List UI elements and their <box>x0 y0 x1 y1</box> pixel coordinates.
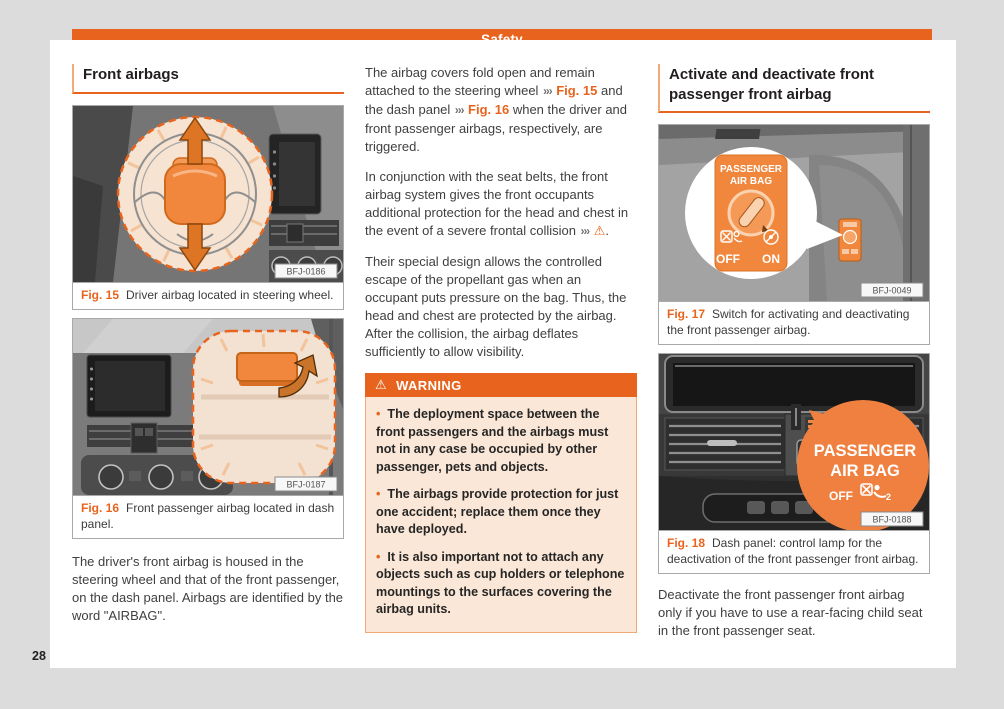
fig17-off-label: OFF <box>716 252 740 266</box>
column-middle <box>365 64 637 633</box>
fig18-caption: Fig. 18 Dash panel: control lamp for the deactivation of the front passenger front airbag. <box>658 530 930 574</box>
warning-triangle-icon[interactable]: ⚠ <box>593 223 606 238</box>
figure-18 <box>658 353 930 574</box>
fig15-caption: Fig. 15 Driver airbag located in steering wheel. <box>72 282 344 311</box>
warning-box <box>365 373 637 633</box>
fig17-label: Fig. 17 <box>667 307 706 321</box>
fig16-crossref-link[interactable]: Fig. 16 <box>468 102 510 117</box>
fig15-label: Fig. 15 <box>81 287 120 302</box>
section-heading-front-airbags: Front airbags <box>72 64 344 94</box>
fig18-bubble-line2: AIR BAG <box>830 462 900 481</box>
paragraph-covers: The airbag covers fold open and remain attached to the steering wheel ››› Fig. 15 and the dash panel ››› Fig. 16 when the driver and front passenger airbags, respectively, are triggered. <box>365 65 628 154</box>
see-reference-icon: ››› <box>454 105 464 117</box>
fig17-panel-title-line1: PASSENGER <box>719 164 783 175</box>
fig16-code: BFJ-0187 <box>286 479 326 490</box>
fig16-illustration <box>72 318 344 496</box>
fig18-off-label: OFF <box>829 489 853 504</box>
warning-item: • It is also important not to attach any objects such as cup holders or telephone mountings to the surfaces covering the airbag units. <box>376 549 626 619</box>
fig15-illustration <box>72 105 344 283</box>
column-right <box>658 64 930 652</box>
fig17-code: BFJ-0049 <box>872 285 912 296</box>
figure-17 <box>658 124 930 345</box>
warning-item: • The airbags provide protection for just one accident; replace them once they have deployed. <box>376 486 626 539</box>
fig16-label: Fig. 16 <box>81 501 120 516</box>
manual-page <box>50 40 956 668</box>
right-body-paragraph: Deactivate the front passenger front airbag only if you have to use a rear-facing child seat in the front passenger seat. <box>658 587 923 639</box>
paragraph-seatbelts: In conjunction with the seat belts, the front airbag system gives the front occupants additional protection for the head and chest in the event of a severe frontal collision ››› ⚠. <box>365 169 629 238</box>
warning-title: WARNING <box>396 377 462 393</box>
see-reference-icon: ››› <box>543 86 552 98</box>
fig17-illustration <box>658 124 930 302</box>
fig18-label: Fig. 18 <box>667 536 706 551</box>
fig15-crossref-link[interactable]: Fig. 15 <box>556 83 598 98</box>
fig15-code: BFJ-0186 <box>286 266 326 276</box>
fig18-icon-subscript: 2 <box>886 492 892 503</box>
paragraph-design: Their special design allows the controlled escape of the propellant gas when an occupant puts pressure on the bag. Thus, the head and chest are protected by the airbag. After the collision, the airbag deflates sufficiently to allow visibility. <box>365 254 627 359</box>
left-body-paragraph: The driver's front airbag is housed in the steering wheel and that of the front passenger, on the dash panel. Airbags are identified by the word "AIRBAG". <box>72 554 344 624</box>
fig18-illustration <box>658 353 930 531</box>
figure-16 <box>72 318 344 539</box>
fig17-panel-title-line2: AIR BAG <box>729 176 773 187</box>
warning-body <box>365 397 637 633</box>
fig17-caption: Fig. 17 Switch for activating and deactivating the front passenger airbag. <box>658 301 930 345</box>
column-left <box>72 64 344 637</box>
see-reference-icon: ››› <box>580 226 590 238</box>
warning-item: • The deployment space between the front passengers and the airbags must not in any case be occupied by other passenger, pets and objects. <box>376 406 626 476</box>
page-number: 28 <box>32 649 46 663</box>
fig17-on-label: ON <box>762 252 780 266</box>
fig18-code: BFJ-0188 <box>872 514 912 525</box>
fig18-bubble-line1: PASSENGER <box>813 442 917 461</box>
figure-15 <box>72 105 344 311</box>
warning-triangle-icon: ⚠ <box>375 377 388 392</box>
section-heading-activate-deactivate: Activate and deactivate front passenger front airbag <box>658 64 930 113</box>
warning-header <box>365 373 637 397</box>
fig16-caption: Fig. 16 Front passenger airbag located in dash panel. <box>72 495 344 539</box>
